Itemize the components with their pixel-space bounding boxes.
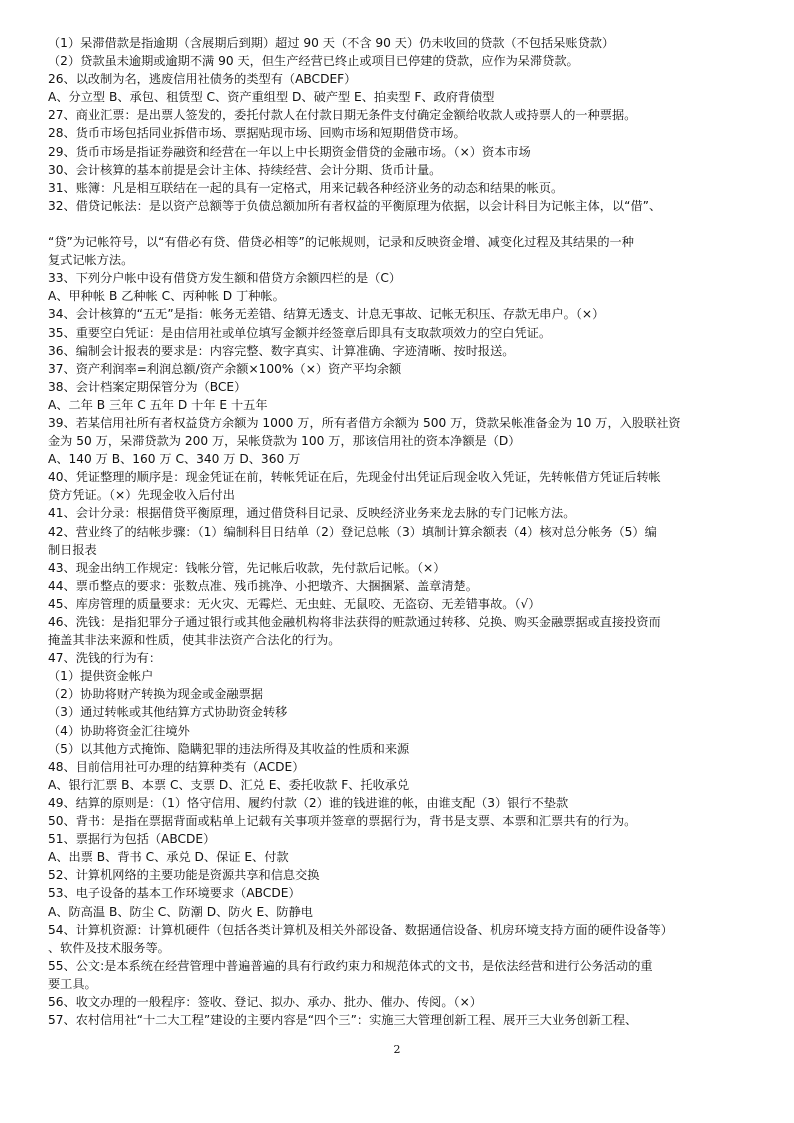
text-line: “贷”为记帐符号，以“有借必有贷、借贷必相等”的记帐规则，记录和反映资金增、减变化过程及其结果的一种 — [48, 235, 634, 250]
text-line: 复式记帐方法。 — [48, 253, 134, 268]
text-line: 掩盖其非法来源和性质，使其非法资产合法化的行为。 — [48, 633, 341, 648]
text-line: 金为 50 万，呆滞贷款为 200 万，呆帐贷款为 100 万，那该信用社的资本净额是（D） — [48, 434, 521, 449]
text-line: 55、公文:是本系统在经营管理中普遍普遍的具有行政约束力和规范体式的文书，是依法经营和进行公务活动的重 — [48, 958, 653, 973]
text-line: 49、结算的原则是：（1）恪守信用、履约付款（2）谁的钱进谁的帐，由谁支配（3）银行不垫款 — [48, 795, 569, 810]
text-line: A、防高温 B、防尘 C、防潮 D、防火 E、防静电 — [48, 904, 313, 919]
text-line: A、出票 B、背书 C、承兑 D、保证 E、付款 — [48, 850, 289, 865]
text-line: 28、货币市场包括同业拆借市场、票据贴现市场、回购市场和短期借贷市场。 — [48, 126, 466, 141]
text-line: 制日报表 — [48, 542, 97, 557]
text-line: 57、农村信用社“十二大工程”建设的主要内容是“四个三”：实施三大管理创新工程、展开三大业务创新工程、 — [48, 1013, 638, 1028]
text-line: 41、会计分录：根据借贷平衡原理，通过借贷科目记录、反映经济业务来龙去脉的专门记帐方法。 — [48, 506, 576, 521]
text-line: 29、货币市场是指证券融资和经营在一年以上中长期资金借贷的金融市场。（×）资本市场 — [48, 144, 531, 159]
text-line: 42、营业终了的结帐步骤：（1）编制科目日结单（2）登记总帐（3）填制计算余额表（4）核对总分帐务（5）编 — [48, 524, 657, 539]
text-line: （3）通过转帐或其他结算方式协助资金转移 — [48, 705, 288, 720]
text-line: 26、以改制为名，逃废信用社债务的类型有（ABCDEF） — [48, 72, 357, 87]
text-line: 33、下列分户帐中设有借贷方发生额和借贷方余额四栏的是（C） — [48, 271, 402, 286]
text-line: 50、背书：是指在票据背面或粘单上记载有关事项并签章的票据行为，背书是支票、本票和汇票共有的行为。 — [48, 814, 637, 829]
text-line: 要工具。 — [48, 976, 97, 991]
text-line: 35、重要空白凭证：是由信用社或单位填写金额并经签章后即具有支取款项效力的空白凭证。 — [48, 325, 552, 340]
text-line: 46、洗钱：是指犯罪分子通过银行或其他金融机构将非法获得的赃款通过转移、兑换、购买金融票据或直接投资而 — [48, 615, 661, 629]
page-number: 2 — [393, 1043, 401, 1056]
text-line: （4）协助将资金汇往境外 — [48, 723, 190, 738]
text-line: 43、现金出纳工作规定：钱帐分管，先记帐后收款，先付款后记帐。（×） — [48, 560, 446, 575]
text-line: 54、计算机资源：计算机硬件（包括各类计算机及相关外部设备、数据通信设备、机房环境支持方面的硬件设备等） — [48, 922, 673, 937]
text-line: 27、商业汇票：是出票人签发的，委托付款人在付款日期无条件支付确定金额给收款人或持票人的一种票据。 — [48, 108, 637, 123]
text-line: 、软件及技术服务等。 — [48, 940, 170, 955]
text-line: A、甲种帐 B 乙种帐 C、丙种帐 D 丁种帐。 — [48, 289, 285, 304]
text-line: 53、电子设备的基本工作环境要求（ABCDE） — [48, 886, 301, 901]
text-line: （2）贷款虽未逾期或逾期不满 90 天，但生产经营已终止或项目已停建的贷款，应作为呆滞贷款。 — [48, 54, 579, 69]
text-line: 51、票据行为包括（ABCDE） — [48, 832, 216, 847]
text-line: 44、票币整点的要求：张数点准、残币挑净、小把墩齐、大捆捆紧、盖章清楚。 — [48, 578, 478, 593]
text-line: （2）协助将财产转换为现金或金融票据 — [48, 687, 263, 702]
text-line: （1）呆滞借款是指逾期（含展期后到期）超过 90 天（不含 90 天）仍未收回的贷款（不包括呆账贷款） — [48, 36, 615, 50]
text-line: （1）提供资金帐户 — [48, 669, 154, 684]
text-line: A、140 万 B、160 万 C、340 万 D、360 万 — [48, 452, 301, 467]
blank-line — [48, 215, 760, 233]
text-line: 39、若某信用社所有者权益贷方余额为 1000 万，所有者借方余额为 500 万，贷款呆帐准备金为 10 万，入股联社资 — [48, 415, 681, 430]
text-line: A、二年 B 三年 C 五年 D 十年 E 十五年 — [48, 397, 268, 412]
text-line: 32、借贷记帐法：是以资产总额等于负债总额加所有者权益的平衡原理为依据，以会计科目为记帐主体，以“借”、 — [48, 198, 662, 213]
text-line: （5）以其他方式掩饰、隐瞒犯罪的违法所得及其收益的性质和来源 — [48, 741, 410, 756]
text-line: 56、收文办理的一般程序：签收、登记、拟办、承办、批办、催办、传阅。（×） — [48, 994, 482, 1009]
text-line: 贷方凭证。（×）先现金收入后付出 — [48, 488, 235, 503]
text-line: A、银行汇票 B、本票 C、支票 D、汇兑 E、委托收款 F、托收承兑 — [48, 777, 410, 792]
text-line: 47、洗钱的行为有： — [48, 651, 162, 666]
text-line: 31、账簿：凡是相互联结在一起的具有一定格式，用来记载各种经济业务的动态和结果的帐页。 — [48, 180, 564, 195]
text-line: 48、目前信用社可办理的结算种类有（ACDE） — [48, 759, 305, 774]
text-line: 40、凭证整理的顺序是：现金凭证在前，转帐凭证在后，先现金付出凭证后现金收入凭证，先转帐借方凭证后转帐 — [48, 470, 661, 485]
text-line: 37、资产利润率=利润总额/资产余额×100%（×）资产平均余额 — [48, 361, 402, 376]
text-line: 30、会计核算的基本前提是会计主体、持续经营、会计分期、货币计量。 — [48, 162, 442, 177]
text-line: 36、编制会计报表的要求是：内容完整、数字真实、计算准确、字迹清晰、按时报送。 — [48, 343, 515, 358]
text-line: 52、计算机网络的主要功能是资源共享和信息交换 — [48, 868, 320, 883]
text-line: A、分立型 B、承包、租赁型 C、资产重组型 D、破产型 E、拍卖型 F、政府背债型 — [48, 90, 495, 105]
text-line: 38、会计档案定期保管分为（BCE） — [48, 379, 247, 394]
text-line: 45、库房管理的质量要求：无火灾、无霉烂、无虫蛀、无鼠咬、无盗窃、无差错事故。（√） — [48, 596, 541, 611]
text-line: 34、会计核算的“五无”是指：帐务无差错、结算无透支、计息无事故、记帐无积压、存款无串户。（×） — [48, 307, 605, 322]
document-body — [48, 34, 760, 1029]
